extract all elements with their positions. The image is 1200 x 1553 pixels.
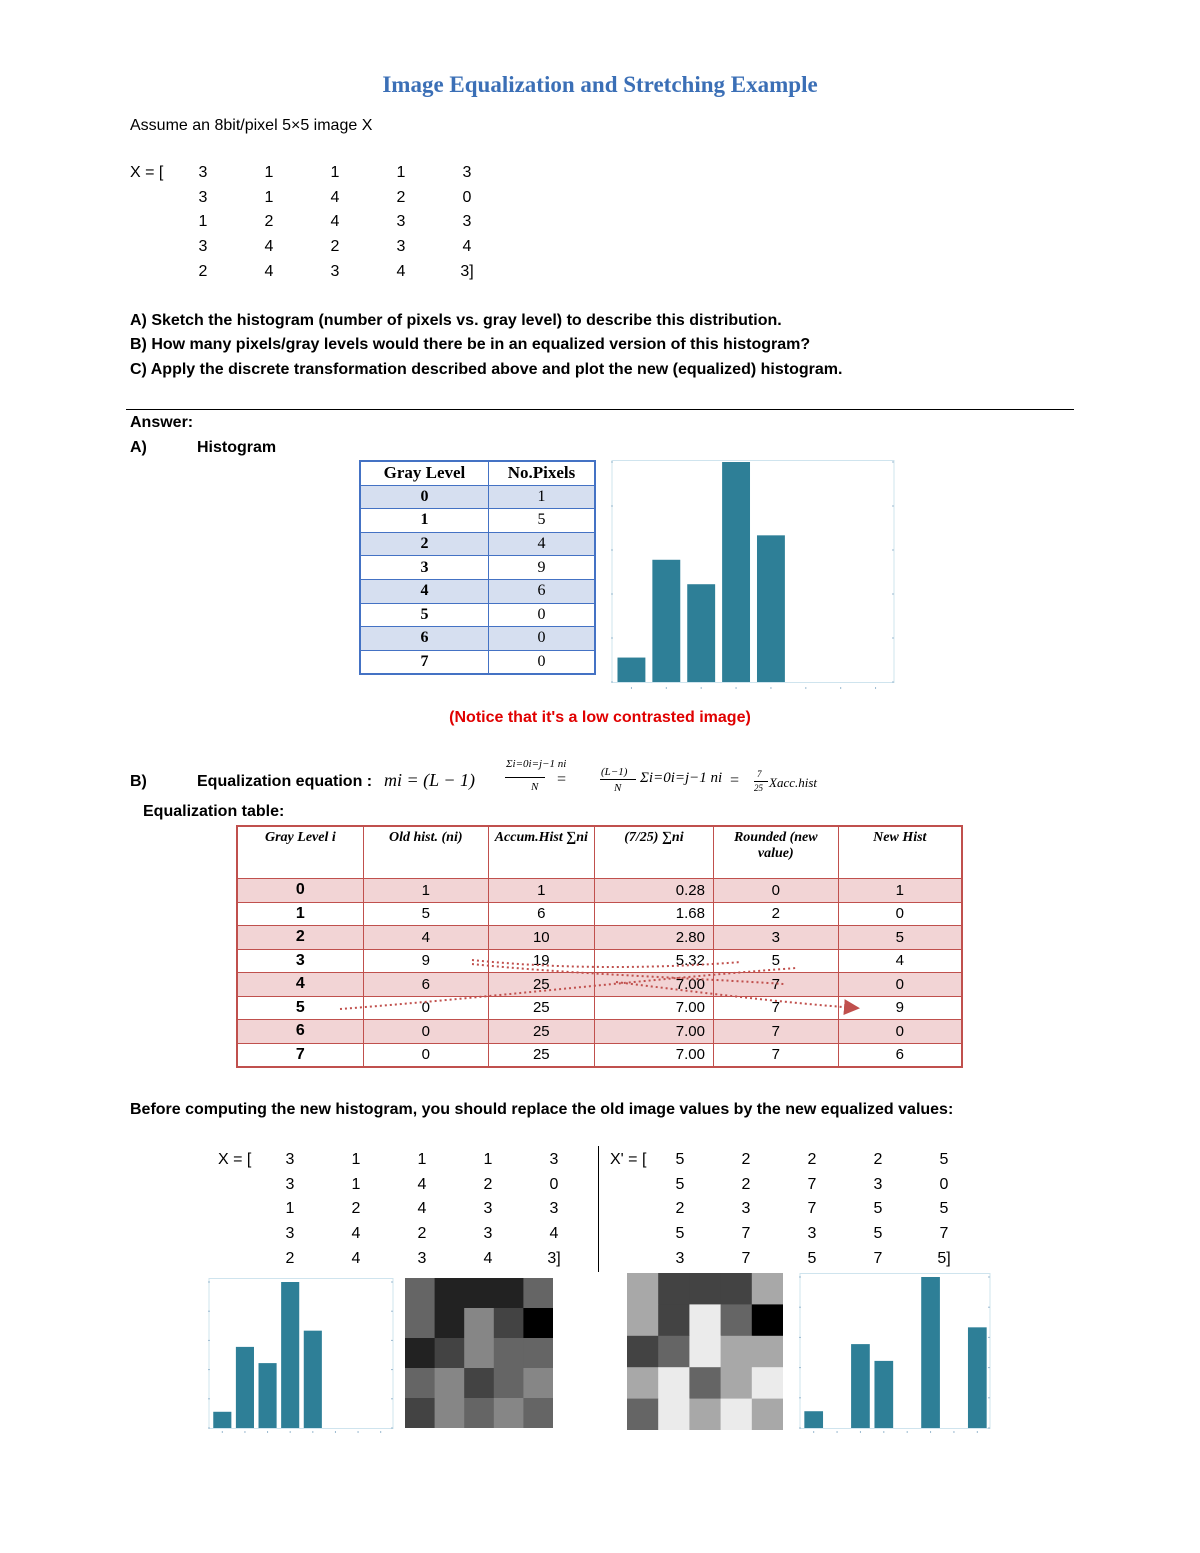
table-cell: 19 [488, 949, 594, 973]
matrix-cell: 7 [807, 1200, 817, 1218]
equalization-table-label: Equalization table: [143, 803, 285, 820]
matrix-cell: 3 [285, 1225, 295, 1243]
table-header: Gray Level i [237, 826, 363, 879]
matrix-cell: 3 [483, 1200, 493, 1218]
image-pixel [658, 1304, 690, 1336]
matrix-cell: 3 [741, 1200, 751, 1218]
image-pixel [523, 1338, 553, 1369]
matrix-cell: 1 [417, 1151, 427, 1168]
table-cell: 2 [237, 926, 363, 950]
table-cell: 7.00 [594, 1020, 713, 1044]
table-cell: 0 [838, 902, 962, 926]
table-cell: 7.00 [594, 1043, 713, 1067]
matrix-cell: 4 [330, 188, 340, 206]
notice-text: (Notice that it's a low contrasted image) [449, 709, 751, 726]
table-header-row [237, 826, 962, 879]
table-cell: 25 [488, 1020, 594, 1044]
table-cell: 0 [363, 1020, 488, 1044]
matrix-cell: 5 [873, 1225, 883, 1243]
table-cell: 6 [363, 973, 488, 997]
matrix-cell: 2 [264, 213, 274, 231]
image-pixel [405, 1278, 435, 1309]
chart-bar [757, 535, 785, 682]
matrix-cell: 3 [198, 188, 208, 206]
table-row [360, 650, 595, 674]
matrix-x-label: X = [ [130, 164, 164, 181]
matrix-divider [598, 1146, 599, 1272]
answer-label: Answer: [130, 414, 194, 431]
matrix-cell: 2 [873, 1151, 883, 1168]
image-pixel [494, 1338, 524, 1369]
image-pixel [464, 1278, 494, 1309]
image-after [627, 1273, 783, 1430]
matrix-cell: 3 [417, 1249, 427, 1267]
arrow-line [472, 960, 741, 967]
histogram-table [359, 460, 596, 675]
matrix-cell: 1 [351, 1175, 361, 1193]
table-cell: 1 [838, 879, 962, 903]
matrix-cell: 5 [939, 1151, 949, 1168]
matrix-cell: 2 [741, 1175, 751, 1193]
image-pixel [494, 1368, 524, 1399]
image-pixel [523, 1308, 553, 1339]
table-cell: 1 [237, 902, 363, 926]
matrix-cell: 5 [807, 1249, 817, 1267]
table-cell: 1 [363, 879, 488, 903]
matrix-cell: 4 [351, 1249, 361, 1267]
matrix-cell: 3] [460, 262, 474, 280]
matrix-cell: 2 [198, 262, 208, 280]
chart-bar [213, 1412, 231, 1428]
image-pixel [721, 1399, 753, 1430]
table-cell: 5 [838, 926, 962, 950]
table-header: No.Pixels [488, 461, 595, 485]
table-cell: 0.28 [594, 879, 713, 903]
matrix-cell: 4 [462, 238, 472, 256]
table-cell: 0 [713, 879, 838, 903]
fraction-bar [600, 779, 636, 780]
matrix-cell: 4 [396, 262, 406, 280]
equation-frac1-den: N [531, 781, 539, 793]
image-pixel [494, 1278, 524, 1309]
matrix-cell: 4 [351, 1225, 361, 1243]
pixel-count-cell: 6 [488, 579, 595, 603]
matrix-cell: 3 [396, 238, 406, 256]
image-pixel [689, 1367, 721, 1399]
chart-bar [652, 560, 680, 682]
matrix-cell: 3 [462, 213, 472, 231]
matrix-cell: 2 [417, 1225, 427, 1243]
table-cell: 4 [838, 949, 962, 973]
matrix-cell: 7 [939, 1225, 949, 1243]
image-pixel [658, 1273, 690, 1305]
table-row [237, 1043, 962, 1067]
gray-level-cell: 6 [360, 627, 488, 651]
matrix-cell: 2 [351, 1200, 361, 1218]
table-row [237, 902, 962, 926]
table-cell: 5.32 [594, 949, 713, 973]
chart-bar [259, 1363, 277, 1428]
image-pixel [627, 1273, 659, 1305]
image-pixel [627, 1336, 659, 1368]
matrix-cell: 5 [939, 1200, 949, 1218]
equation-eq2: = [729, 772, 740, 789]
image-pixel [658, 1367, 690, 1399]
matrix-cell: 2 [675, 1200, 685, 1218]
table-row [360, 603, 595, 627]
matrix-cell: 2 [807, 1151, 817, 1168]
table-cell: 25 [488, 1043, 594, 1067]
table-cell: 6 [488, 902, 594, 926]
matrix-cell: 3 [549, 1151, 559, 1168]
image-pixel [464, 1368, 494, 1399]
fraction-bar [505, 777, 545, 778]
image-pixel [627, 1304, 659, 1336]
matrix-cell: 1 [264, 164, 274, 181]
chart-bar [722, 462, 750, 682]
question-c: C) Apply the discrete transformation described above and plot the new (equalized) histogram. [130, 361, 843, 378]
image-pixel [405, 1398, 435, 1428]
matrix-cell: 5 [675, 1225, 685, 1243]
matrix-cell: 4 [483, 1249, 493, 1267]
image-pixel [464, 1338, 494, 1369]
equation-lhs: mi = (L − 1) [384, 770, 475, 790]
chart-bar [874, 1361, 893, 1428]
matrix-cell: 5 [675, 1151, 685, 1168]
image-pixel [752, 1336, 783, 1368]
gray-level-cell: 4 [360, 579, 488, 603]
chart-bar [617, 658, 645, 682]
matrix-cell: 0 [939, 1175, 949, 1193]
matrix-cell: 1 [198, 213, 208, 231]
matrix-cell: 1 [483, 1151, 493, 1168]
equation-frac2-den: N [614, 782, 622, 794]
matrix-cell: 3 [675, 1249, 685, 1267]
image-pixel [721, 1304, 753, 1336]
table-cell: 2.80 [594, 926, 713, 950]
image-pixel [494, 1308, 524, 1339]
table-cell: 0 [363, 1043, 488, 1067]
divider [126, 409, 1074, 410]
page-title: Image Equalization and Stretching Example [382, 72, 818, 97]
matrix-cell: 4 [264, 262, 274, 280]
answer-a-label: A) [130, 439, 147, 456]
matrix-cell: 2 [483, 1175, 493, 1193]
table-cell: 10 [488, 926, 594, 950]
pixel-count-cell: 4 [488, 532, 595, 556]
histogram-chart-before [204, 1278, 394, 1434]
matrix-cell: 3 [396, 213, 406, 231]
image-pixel [464, 1308, 494, 1339]
matrix-cell: 4 [417, 1200, 427, 1218]
table-row [360, 485, 595, 509]
image-pixel [494, 1398, 524, 1428]
image-pixel [627, 1399, 659, 1430]
matrix-cell: 2 [396, 188, 406, 206]
matrix-cell: 2 [330, 238, 340, 256]
matrix-cell: 4 [264, 238, 274, 256]
table-cell: 1.68 [594, 902, 713, 926]
matrix-cell: 3 [462, 164, 472, 181]
table-cell: 7 [713, 996, 838, 1020]
pixel-count-cell: 0 [488, 603, 595, 627]
table-row [360, 627, 595, 651]
table-cell: 7 [713, 1043, 838, 1067]
chart-bar [851, 1344, 870, 1428]
image-pixel [752, 1304, 783, 1336]
matrix-cell: 3 [198, 164, 208, 181]
table-cell: 6 [237, 1020, 363, 1044]
table-cell: 0 [237, 879, 363, 903]
gray-level-cell: 7 [360, 650, 488, 674]
image-pixel [435, 1398, 465, 1428]
image-pixel [658, 1336, 690, 1368]
matrix-cell: 2 [741, 1151, 751, 1168]
table-cell: 4 [363, 926, 488, 950]
question-b: B) How many pixels/gray levels would there be in an equalized version of this histogram? [130, 336, 811, 353]
pixel-count-cell: 5 [488, 509, 595, 533]
matrix-x-label: X = [ [218, 1151, 252, 1168]
equation-eq1: = [556, 771, 567, 788]
table-row [360, 556, 595, 580]
gray-level-cell: 3 [360, 556, 488, 580]
table-row [360, 532, 595, 556]
matrix-cell: 7 [741, 1249, 751, 1267]
chart-bar [687, 584, 715, 682]
image-pixel [435, 1338, 465, 1369]
matrix-cell: 3 [330, 262, 340, 280]
chart-bar [804, 1411, 823, 1428]
table-cell: 25 [488, 973, 594, 997]
table-cell: 25 [488, 996, 594, 1020]
table-cell: 7.00 [594, 973, 713, 997]
matrix-cell: 5 [873, 1200, 883, 1218]
table-header: Accum.Hist ∑ni [488, 826, 594, 879]
image-pixel [405, 1338, 435, 1369]
matrix-cell: 4 [549, 1225, 559, 1243]
pixel-count-cell: 1 [488, 485, 595, 509]
image-pixel [435, 1308, 465, 1339]
table-cell: 3 [237, 949, 363, 973]
image-pixel [523, 1368, 553, 1399]
image-pixel [752, 1367, 783, 1399]
table-cell: 5 [713, 949, 838, 973]
table-row [360, 509, 595, 533]
image-pixel [721, 1273, 753, 1305]
matrix-cell: 3 [285, 1175, 295, 1193]
image-pixel [689, 1304, 721, 1336]
equation-frac2-num: (L−1) [601, 766, 628, 778]
image-pixel [405, 1368, 435, 1399]
table-cell: 4 [237, 973, 363, 997]
pixel-count-cell: 0 [488, 650, 595, 674]
image-pixel [405, 1308, 435, 1339]
matrix-cell: 3 [873, 1175, 883, 1193]
table-cell: 0 [838, 973, 962, 997]
table-cell: 7 [713, 973, 838, 997]
matrix-cell: 1 [396, 164, 406, 181]
matrix-cell: 4 [417, 1175, 427, 1193]
gray-level-cell: 1 [360, 509, 488, 533]
image-pixel [689, 1336, 721, 1368]
intro-text: Assume an 8bit/pixel 5×5 image X [130, 117, 373, 134]
image-pixel [627, 1367, 659, 1399]
matrix-cell: 0 [462, 188, 472, 206]
image-before [405, 1278, 553, 1428]
matrix-cell: 5 [675, 1175, 685, 1193]
matrix-cell: 3 [285, 1151, 295, 1168]
matrix-cell: 5] [937, 1249, 951, 1267]
chart-frame [800, 1274, 990, 1429]
table-cell: 0 [838, 1020, 962, 1044]
matrix-cell: 3 [549, 1200, 559, 1218]
matrix-cell: 3 [198, 238, 208, 256]
matrix-cell: 2 [285, 1249, 295, 1267]
answer-b-text: Equalization equation : [197, 773, 373, 790]
image-pixel [752, 1399, 783, 1430]
equation-sum2: Σi=0i=j−1 ni [640, 770, 723, 786]
question-a: A) Sketch the histogram (number of pixels vs. gray level) to describe this distribution. [130, 312, 782, 329]
table-cell: 3 [713, 926, 838, 950]
image-pixel [658, 1399, 690, 1430]
table-cell: 7.00 [594, 996, 713, 1020]
image-pixel [752, 1273, 783, 1305]
image-pixel [721, 1336, 753, 1368]
table-cell: 5 [363, 902, 488, 926]
matrix-cell: 0 [549, 1175, 559, 1193]
matrix-cell: 4 [330, 213, 340, 231]
image-pixel [435, 1368, 465, 1399]
answer-b-label: B) [130, 773, 147, 790]
chart-bar [281, 1282, 299, 1428]
matrix-cell: 1 [351, 1151, 361, 1168]
matrix-cell: 7 [873, 1249, 883, 1267]
chart-bar [968, 1327, 987, 1428]
answer-a-text: Histogram [197, 439, 277, 456]
table-cell: 7 [713, 1020, 838, 1044]
replace-text: Before computing the new histogram, you should replace the old image values by the new equalized values: [130, 1101, 954, 1118]
table-row [237, 879, 962, 903]
image-pixel [689, 1273, 721, 1305]
histogram-chart-after [795, 1273, 991, 1434]
table-cell: 7 [237, 1043, 363, 1067]
table-cell: 9 [363, 949, 488, 973]
matrix-cell: 1 [330, 164, 340, 181]
table-cell: 5 [237, 996, 363, 1020]
table-cell: 0 [363, 996, 488, 1020]
matrix-cell: 3] [547, 1249, 561, 1267]
chart-bar [304, 1331, 322, 1428]
table-cell: 9 [838, 996, 962, 1020]
chart-bar [921, 1277, 940, 1428]
table-header: New Hist [838, 826, 962, 879]
arrow-line [340, 968, 796, 1009]
table-cell: 1 [488, 879, 594, 903]
equation-rhs: Xacc.hist [769, 775, 818, 790]
table-header: (7/25) ∑ni [594, 826, 713, 879]
equation-frac3-num: 7 [757, 769, 762, 779]
matrix-cell: 3 [483, 1225, 493, 1243]
matrix-cell: 3 [807, 1225, 817, 1243]
chart-bar [236, 1347, 254, 1428]
gray-level-cell: 2 [360, 532, 488, 556]
image-pixel [435, 1278, 465, 1309]
pixel-count-cell: 9 [488, 556, 595, 580]
matrix-cell: 1 [285, 1200, 295, 1218]
table-header: Old hist. (ni) [363, 826, 488, 879]
table-header: Gray Level [360, 461, 488, 485]
image-pixel [689, 1399, 721, 1430]
table-header: Rounded (new value) [713, 826, 838, 879]
image-pixel [523, 1278, 553, 1309]
table-cell: 6 [838, 1043, 962, 1067]
matrix-cell: 1 [264, 188, 274, 206]
arrow-line [616, 982, 856, 1008]
gray-level-cell: 0 [360, 485, 488, 509]
table-row [360, 579, 595, 603]
pixel-count-cell: 0 [488, 627, 595, 651]
mapping-arrows [236, 940, 963, 1030]
image-pixel [721, 1367, 753, 1399]
matrix-cell: 7 [807, 1175, 817, 1193]
matrix-x-prime-label: X' = [ [610, 1151, 647, 1168]
equation-frac3-den: 25 [754, 783, 763, 793]
matrix-cell: 7 [741, 1225, 751, 1243]
table-cell: 2 [713, 902, 838, 926]
image-pixel [464, 1398, 494, 1428]
equation-frac1-num: Σi=0i=j−1 ni [506, 758, 567, 770]
gray-level-cell: 5 [360, 603, 488, 627]
image-pixel [523, 1398, 553, 1428]
fraction-bar [754, 781, 768, 782]
histogram-chart-original [607, 460, 895, 690]
